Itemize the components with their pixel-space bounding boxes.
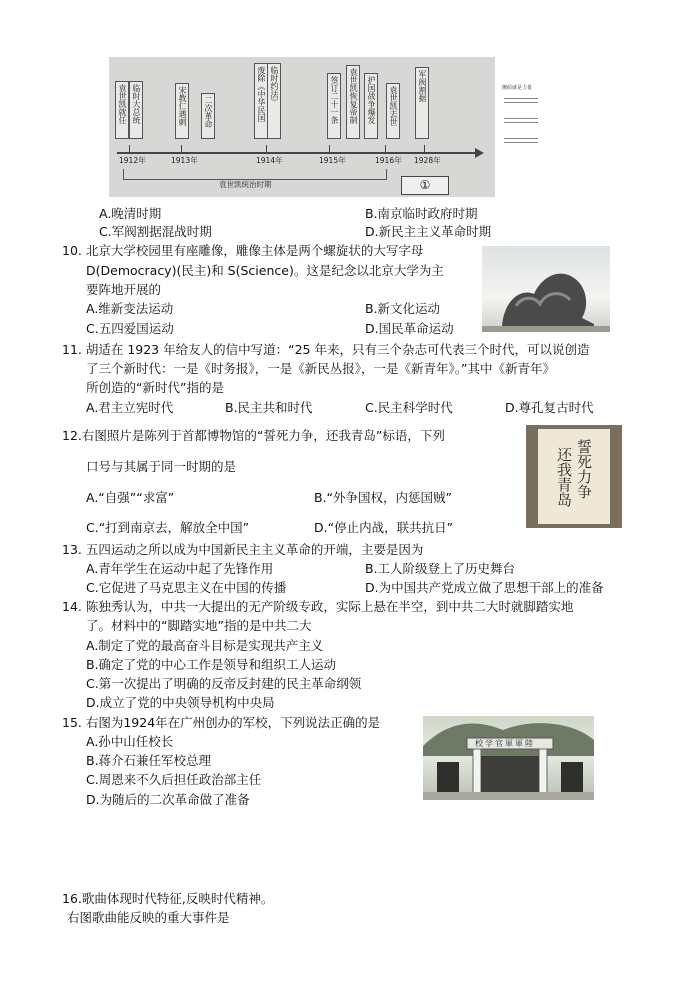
timeline-tick	[181, 145, 182, 152]
period-label: 袁世凯统治时期	[219, 180, 272, 189]
scroll-paper	[538, 429, 610, 524]
q12-stem-line: 12.右图照片是陈列于首都博物馆的“誓死力争，还我青岛”标语，下列	[62, 428, 445, 443]
q9-option-a: A.晚清时期	[99, 206, 162, 221]
timeline-event: 宋教仁遇刺	[175, 83, 189, 139]
q9-option-b: B.南京临时政府时期	[365, 206, 478, 221]
q10-option-c: C.五四爱国运动	[86, 321, 174, 336]
q11-stem-line: 所创造的“新时代”指的是	[86, 380, 224, 395]
q15-option-b: B.蒋介石兼任军校总理	[86, 753, 212, 768]
military-academy-gate-photo	[423, 716, 594, 800]
q14-option-c: C.第一次提出了明确的反帝反封建的民主革命纲领	[86, 676, 362, 691]
q9-option-c: C.军阀割据混战时期	[99, 224, 212, 239]
q12-option-d: D.“停止内战，联共抗日”	[314, 520, 454, 535]
music-title: 團結就是力量	[502, 85, 533, 91]
q10-option-b: B.新文化运动	[365, 301, 441, 316]
music-score-image	[500, 70, 542, 160]
staff-line	[504, 118, 538, 119]
timeline-year: 1913年	[171, 156, 198, 165]
timeline-event: 袁世凯就任	[115, 81, 129, 139]
gate-sign: 校学官軍軍陸	[475, 739, 535, 748]
timeline-arrow	[475, 148, 484, 158]
q10-stem-line: 要阵地开展的	[86, 282, 162, 297]
q13-option-d: D.为中国共产党成立做了思想干部上的准备	[365, 580, 604, 595]
staff-line	[504, 138, 538, 139]
timeline-event: 废除《中华民国	[254, 63, 268, 139]
blank-box: ①	[401, 176, 449, 195]
timeline-year: 1912年	[119, 156, 146, 165]
q13-option-c: C.它促进了马克思主义在中国的传播	[86, 580, 287, 595]
timeline-year: 1915年	[319, 156, 346, 165]
timeline-tick	[329, 145, 330, 152]
timeline-tick	[385, 145, 386, 152]
q11-option-a: A.君主立宪时代	[86, 400, 174, 415]
q10-option-d: D.国民革命运动	[365, 321, 454, 336]
sculpture-photo	[482, 246, 610, 332]
q14-option-b: B.确定了党的中心工作是领导和组织工人运动	[86, 657, 337, 672]
q12-option-b: B.“外争国权，内惩国贼”	[314, 490, 453, 505]
q14-stem-line: 了。材料中的“脚踏实地”指的是中共二大	[86, 618, 312, 633]
q14-option-a: A.制定了党的最高奋斗目标是实现共产主义	[86, 638, 324, 653]
q13-stem-line: 13. 五四运动之所以成为中国新民主主义革命的开端，主要是因为	[62, 542, 424, 557]
q12-option-c: C.“打到南京去，解放全中国”	[86, 520, 250, 535]
q10-stem-line: D(Democracy)(民主)和 S(Science)。这是纪念以北京大学为主	[86, 263, 444, 278]
q11-option-d: D.尊孔复古时代	[505, 400, 594, 415]
q9-option-d: D.新民主主义革命时期	[365, 224, 492, 239]
q14-stem-line: 14. 陈独秀认为，中共一大提出的无产阶级专政，实际上悬在半空，到中共二大时就脚踏实地	[62, 599, 574, 614]
q15-option-c: C.周恩来不久后担任政治部主任	[86, 772, 262, 787]
q12-option-a: A.“自强”“求富”	[86, 490, 175, 505]
q11-option-c: C.民主科学时代	[365, 400, 453, 415]
timeline-event: 临时约法》	[267, 63, 281, 139]
scroll-text: 誓死力争	[575, 439, 593, 499]
q14-option-d: D.成立了党的中央领导机构中央局	[86, 695, 275, 710]
q16-stem-line: 16.歌曲体现时代特征,反映时代精神。	[62, 891, 274, 906]
timeline-tick	[266, 145, 267, 152]
sculpture-shape	[482, 246, 610, 332]
timeline-event: 袁世凯恢复帝制	[346, 65, 360, 139]
q16-stem-line: 右图歌曲能反映的重大事件是	[67, 910, 230, 925]
staff-line	[504, 102, 538, 103]
q11-stem-line: 11. 胡适在 1923 年给友人的信中写道：“25 年来，只有三个杂志可代表三个时代，可以说创造	[62, 342, 590, 357]
timeline-tick	[424, 145, 425, 152]
timeline-tick	[129, 145, 130, 152]
timeline-image	[109, 57, 495, 197]
gate-shape	[423, 716, 594, 800]
slogan-scroll-photo	[526, 425, 622, 528]
q12-stem-line: 口号与其属于同一时期的是	[86, 459, 237, 474]
q10-stem-line: 10. 北京大学校园里有座雕像，雕像主体是两个螺旋状的大写字母	[62, 243, 424, 258]
scroll-text: 还我青岛	[555, 447, 573, 507]
timeline-event: 二次革命	[201, 93, 215, 139]
timeline-event: 临时大总统	[129, 81, 143, 139]
q15-option-a: A.孙中山任校长	[86, 734, 174, 749]
timeline-year: 1914年	[256, 156, 283, 165]
staff-line	[504, 98, 538, 99]
q11-option-b: B.民主共和时代	[225, 400, 313, 415]
staff-line	[504, 142, 538, 143]
timeline-year: 1916年	[375, 156, 402, 165]
q15-option-d: D.为随后的二次革命做了准备	[86, 792, 250, 807]
timeline-event: 军阀割据	[415, 67, 429, 139]
timeline-year: 1928年	[414, 156, 441, 165]
q11-stem-line: 了三个新时代：一是《时务报》，一是《新民丛报》，一是《新青年》。”其中《新青年》	[86, 361, 555, 376]
q15-stem-line: 15. 右图为1924年在广州创办的军校，下列说法正确的是	[62, 715, 381, 730]
q10-option-a: A.维新变法运动	[86, 301, 174, 316]
q13-option-b: B.工人阶级登上了历史舞台	[365, 561, 516, 576]
q13-option-a: A.青年学生在运动中起了先锋作用	[86, 561, 274, 576]
staff-line	[504, 122, 538, 123]
timeline-event: 签订二十一条	[327, 73, 341, 139]
timeline-event: 袁世凯去世	[386, 83, 400, 139]
timeline-event: 护国战争爆发	[364, 73, 378, 139]
timeline-axis	[117, 152, 477, 154]
